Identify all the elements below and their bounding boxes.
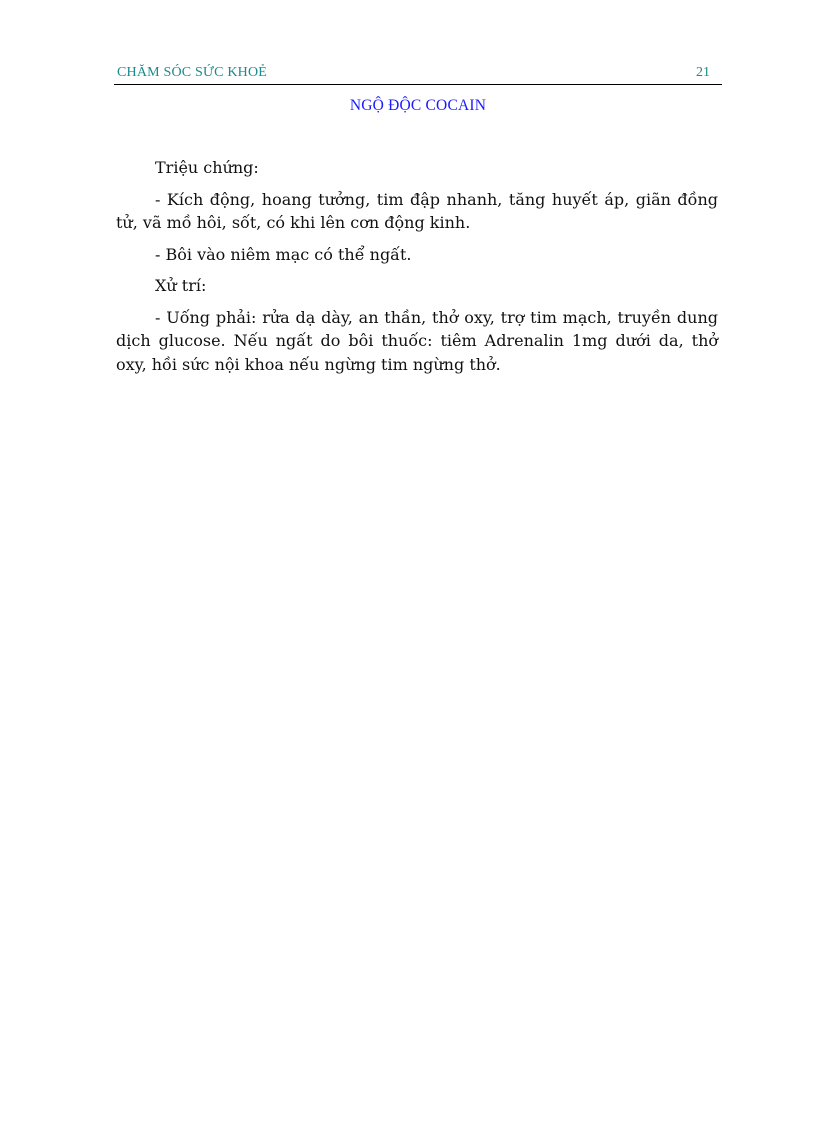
paragraph-treatment-heading: Xử trí: [155,276,207,295]
paragraph-symptoms-2: - Bôi vào niêm mạc có thể ngất. [155,244,412,264]
running-header [114,60,722,85]
body-text [116,156,718,384]
paragraph-symptoms-1: - Kích động, hoang tưởng, tim đập nhanh, tăng huyết áp, giãn đồng tử, vã mồ hôi, sốt, có khi lên cơn động kinh. [116,189,718,232]
section-title: NGỘ ĐỘC COCAIN [349,97,487,114]
paragraph-treatment-1: - Uống phải: rửa dạ dày, an thần, thở oxy, trợ tim mạch, truyền dung dịch glucose. Nếu ngất do bôi thuốc: tiêm Adrenalin 1mg dưới da, thở oxy, hồi sức nội khoa nếu ngừng tim ngừng thở. [116,307,718,374]
page-number: 21 [696,65,710,80]
paragraph-symptoms-heading: Triệu chứng: [155,158,259,177]
header-title: CHĂM SÓC SỨC KHOẺ [117,65,268,80]
